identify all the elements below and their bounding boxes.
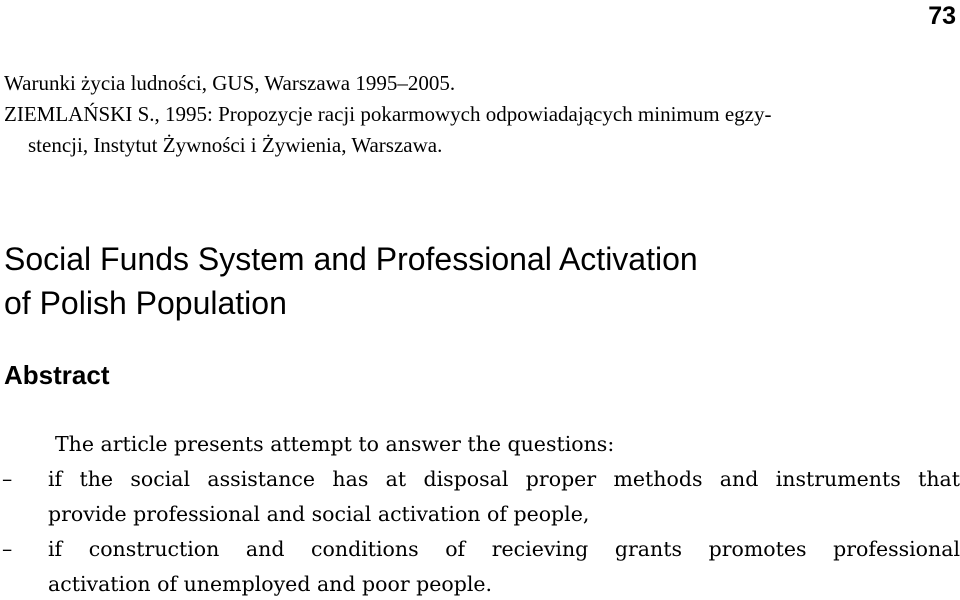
bullet-line: provide professional and social activation of people, xyxy=(48,502,590,526)
reference-item: ZIEMLAŃSKI S., 1995: Propozycje racji pokarmowych odpowiadających minimum egzy- xyxy=(4,102,772,126)
references xyxy=(4,68,950,161)
abstract-heading: Abstract xyxy=(4,360,110,390)
abstract-intro: The article presents attempt to answer the questions: xyxy=(55,432,615,456)
bullet-dash: – xyxy=(2,467,13,491)
bullet-dash: – xyxy=(2,537,13,561)
abstract-body xyxy=(0,427,960,600)
reference-item: Warunki życia ludności, GUS, Warszawa 1995–2005. xyxy=(4,71,456,95)
bullet-line: if construction and conditions of recieving grants promotes professional xyxy=(48,537,960,561)
article-title xyxy=(4,237,954,325)
abstract-bullet xyxy=(0,532,960,600)
reference-item-continuation: stencji, Instytut Żywności i Żywienia, Warszawa. xyxy=(28,133,443,157)
abstract-bullet xyxy=(0,462,960,532)
title-line: Social Funds System and Professional Activation xyxy=(4,241,698,277)
title-line: of Polish Population xyxy=(4,285,287,321)
page-number: 73 xyxy=(928,2,956,30)
bullet-line: if the social assistance has at disposal proper methods and instruments that xyxy=(48,467,960,491)
bullet-line: activation of unemployed and poor people. xyxy=(48,572,493,596)
